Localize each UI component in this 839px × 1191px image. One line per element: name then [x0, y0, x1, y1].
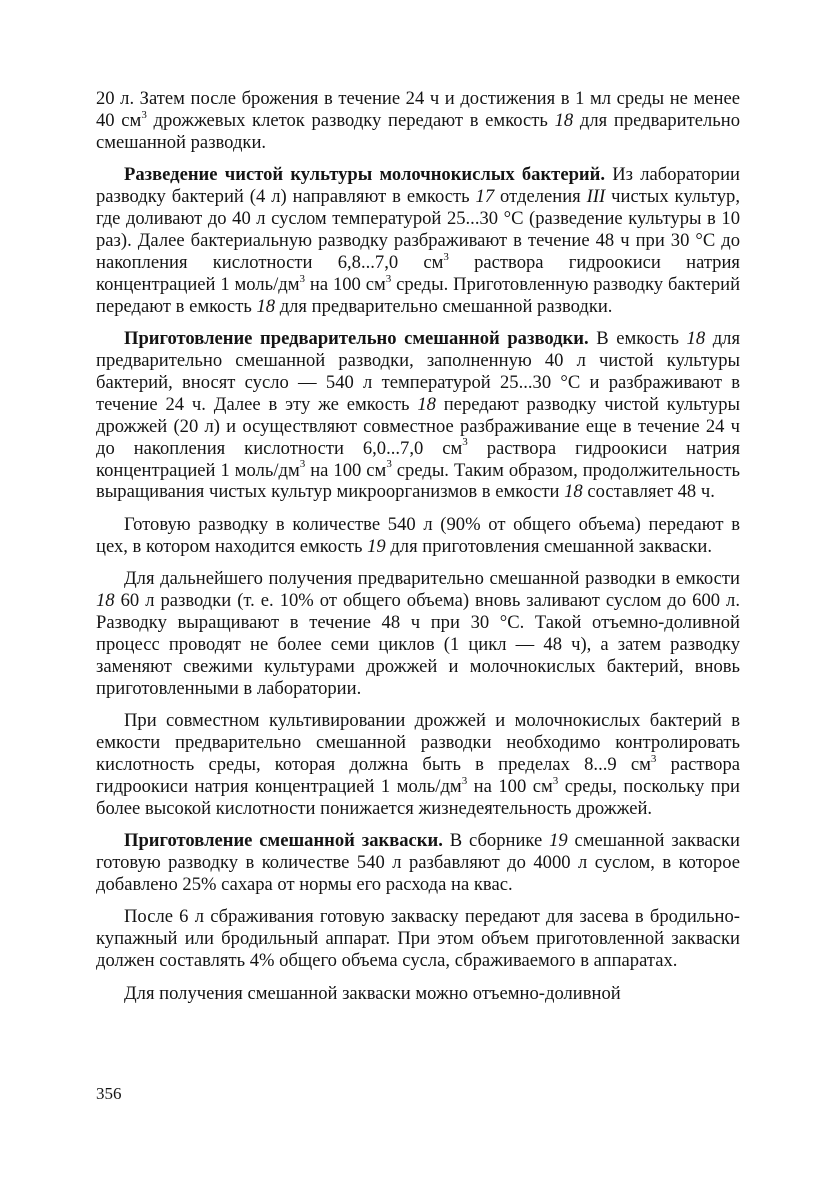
- paragraph-5: Для дальнейшего получения предварительно смешанной разводки в емкости 18 60 л разводки (т. е. 10% от общего объема) вновь заливают суслом до 600 л. Разводку выращивают в течение 48 ч при 30 °С. Такой отъемно-доливной процесс проводят не более семи циклов (1 цикл — 48 ч), а затем разводку заменяют свежими культурами дрожжей и молочнокислых бактерий, вновь приготовленными в лаборатории.: [96, 568, 740, 699]
- section-heading: Приготовление смешанной закваски.: [124, 830, 443, 852]
- section-heading: Приготовление предварительно смешанной разводки.: [124, 328, 589, 350]
- paragraph-8: После 6 л сбраживания готовую закваску передают для засева в бродильно-купажный или бродильный аппарат. При этом объем приготовленной закваски должен составлять 4% общего объема сусла, сбраживаемого в аппаратах.: [96, 906, 740, 972]
- paragraph-9: Для получения смешанной закваски можно отъемно-доливной: [124, 982, 621, 1004]
- paragraph-4: Готовую разводку в количестве 540 л (90% от общего объема) передают в цех, в котором находится емкость 19 для приготовления смешанной закваски.: [96, 513, 740, 557]
- paragraph-1: 20 л. Затем после брожения в течение 24 ч и достижения в 1 мл среды не менее 40 $см^3$ дрожжевых клеток разводку передают в емкость 18 для предварительно смешанной разводки.: [96, 88, 741, 153]
- paragraph-6: При совместном культивировании дрожжей и молочнокислых бактерий в емкости предварительно смешанной разводки необходимо контролировать кислотность среды, которая должна быть в пределах 8...9 $см^3$ раствора гидроокиси натрия концентрацией 1 моль/$дм^3$ на 100 $см^3$ среды, поскольку при более высокой кислотности понижается жизнедеятельность дрожжей.: [96, 710, 741, 819]
- page-body: [96, 88, 740, 1004]
- section-heading: Разведение чистой культуры молочнокислых бактерий.: [124, 164, 605, 186]
- paragraph-7: Приготовление смешанной закваски. В сборнике 19 смешанной закваски готовую разводку в количестве 540 л разбавляют до 4000 л суслом, в которое добавлено 25% сахара от нормы его расхода на квас.: [96, 830, 741, 895]
- page-number: 356: [96, 1084, 122, 1103]
- paragraph-2: Разведение чистой культуры молочнокислых бактерий. Из лаборатории разводку бактерий (4 л) направляют в емкость 17 отделения III чистых культур, где доливают до 40 л суслом температурой 25...30 °С (разведение культуры в 10 раз). Далее бактериальную разводку разбраживают в течение 48 ч при 30 °С до накопления кислотности 6,8...7,0 $см^3$ раствора гидроокиси натрия концентрацией 1 моль/$дм^3$ на 100 $см^3$ среды. Приготовленную разводку бактерий передают в емкость 18 для предварительно смешанной разводки.: [96, 164, 741, 317]
- paragraph-3: Приготовление предварительно смешанной разводки. В емкость 18 для предварительно смешанной разводки, заполненную 40 л чистой культуры бактерий, вносят сусло — 540 л температурой 25...30 °С и разбраживают в течение 24 ч. Далее в эту же емкость 18 передают разводку чистой культуры дрожжей (20 л) и осуществляют совместное разбраживание еще в течение 24 ч до накопления кислотности 6,0...7,0 $см^3$ раствора гидроокиси натрия концентрацией 1 моль/$дм^3$ на 100 $см^3$ среды. Таким образом, продолжительность выращивания чистых культур микроорганизмов в емкости 18 составляет 48 ч.: [96, 328, 741, 503]
